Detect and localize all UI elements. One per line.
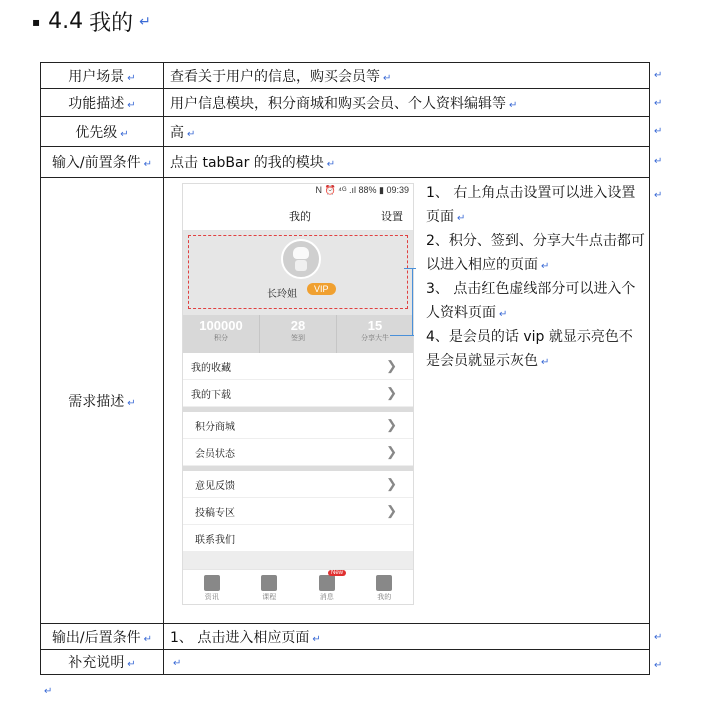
value-notes: ↵ <box>164 650 650 675</box>
tab-mine[interactable]: 我的 <box>356 570 414 604</box>
phone-mockup <box>182 183 414 605</box>
requirement-description <box>426 182 646 374</box>
label-function: 功能描述 ↵ <box>41 89 164 117</box>
label-notes: 补充说明 ↵ <box>41 650 164 675</box>
section-number: 4.4 <box>48 9 84 34</box>
stats-bar <box>183 315 413 353</box>
chevron-right-icon: ❯ <box>386 417 397 432</box>
connector-line <box>390 335 414 336</box>
tab-news[interactable]: 资讯 <box>183 570 241 604</box>
status-bar: N ⏰ ⁴ᴳ .ıl 88% ▮ 09:39 <box>183 184 413 196</box>
value-function: 用户信息模块，积分商城和购买会员、个人资料编辑等 ↵ <box>164 89 650 117</box>
value-scenario: 查看关于用户的信息，购买会员等 ↵ <box>164 63 650 89</box>
app-header <box>183 196 413 231</box>
menu-item[interactable]: 联系我们 <box>195 534 235 546</box>
profile-area[interactable] <box>183 231 413 315</box>
menu-item[interactable]: 会员状态 ❯ <box>183 439 413 466</box>
menu-item[interactable]: 我的下载 ❯ <box>183 380 413 407</box>
label-scenario: 用户场景 ↵ <box>41 63 164 89</box>
label-output: 输出/后置条件 ↵ <box>41 624 164 650</box>
menu-list <box>183 353 413 551</box>
menu-item[interactable]: 意见反馈 ❯ <box>183 471 413 498</box>
value-output: 1、 点击进入相应页面 ↵ <box>164 624 650 650</box>
label-requirement: 需求描述 ↵ <box>41 178 164 624</box>
chevron-right-icon: ❯ <box>386 358 397 373</box>
username: 长玲姐 <box>267 289 297 300</box>
menu-item[interactable]: 我的收藏 ❯ <box>183 353 413 380</box>
paragraph-mark: ↵ <box>44 686 53 697</box>
page-title: 我的 <box>289 211 311 223</box>
description-point: 3、 点击红色虚线部分可以进入个人资料页面 ↵ <box>426 281 636 321</box>
connector-line <box>412 268 413 336</box>
new-badge: New <box>328 570 346 576</box>
stat-checkin[interactable]: 28 签到 <box>260 315 337 353</box>
row-end-mark: ↵ <box>654 660 663 671</box>
row-end-mark: ↵ <box>654 126 663 137</box>
row-end-mark: ↵ <box>654 70 663 81</box>
chevron-right-icon: ❯ <box>386 444 397 459</box>
messages-icon <box>319 575 335 591</box>
tab-courses[interactable]: 课程 <box>241 570 299 604</box>
menu-item[interactable]: 积分商城 ❯ <box>183 412 413 439</box>
avatar-head-shape <box>293 247 309 259</box>
description-point: 1、 右上角点击设置可以进入设置页面 ↵ <box>426 185 636 225</box>
tab-bar <box>183 569 413 604</box>
tab-messages[interactable]: 消息 New <box>298 570 356 604</box>
value-priority: 高 ↵ <box>164 117 650 147</box>
stat-share[interactable]: 15 分享大牛 <box>361 318 389 342</box>
row-end-mark: ↵ <box>654 190 663 201</box>
connector-line <box>404 268 416 269</box>
avatar[interactable] <box>281 239 321 279</box>
row-end-mark: ↵ <box>654 98 663 109</box>
avatar-body-shape <box>295 260 307 271</box>
description-point: 2、积分、签到、分享大牛点击都可以进入相应的页面 ↵ <box>426 233 645 273</box>
description-point: 4、是会员的话 vip 就显示亮色不是会员就显示灰色 ↵ <box>426 329 633 369</box>
chevron-right-icon: ❯ <box>386 503 397 518</box>
section-heading <box>32 6 151 37</box>
menu-item[interactable]: 投稿专区 ❯ <box>183 498 413 525</box>
section-title: 我的 <box>89 11 134 36</box>
stat-points[interactable]: 100000 积分 <box>183 315 260 353</box>
mine-icon <box>376 575 392 591</box>
settings-button[interactable]: 设置 <box>381 211 403 223</box>
courses-icon <box>261 575 277 591</box>
chevron-right-icon: ❯ <box>386 385 397 400</box>
heading-bullet: ▪ <box>32 14 41 29</box>
row-end-mark: ↵ <box>654 632 663 643</box>
label-priority: 优先级 ↵ <box>41 117 164 147</box>
value-input: 点击 tabBar 的我的模块 ↵ <box>164 147 650 178</box>
chevron-right-icon: ❯ <box>386 476 397 491</box>
row-end-mark: ↵ <box>654 156 663 167</box>
label-input: 输入/前置条件 ↵ <box>41 147 164 178</box>
return-mark-icon: ↵ <box>139 13 151 30</box>
vip-badge: VIP <box>307 283 336 295</box>
news-icon <box>204 575 220 591</box>
